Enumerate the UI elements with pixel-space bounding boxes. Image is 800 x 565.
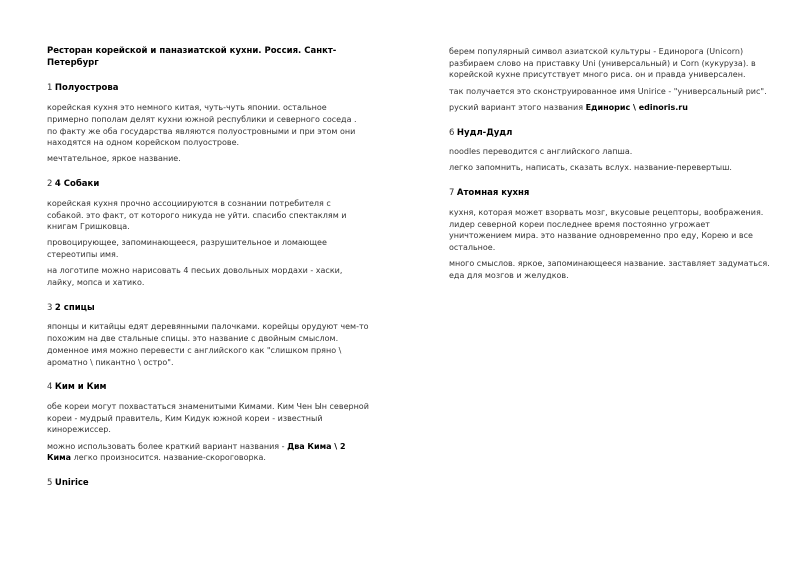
section-6-noodle-doodle: [449, 128, 771, 175]
text-run: руский вариант этого названия: [449, 102, 586, 112]
paragraph: корейская кухня это немного китая, чуть-чуть японии. остальное примерно пополам делят кухни южной республики и северного соседа . по факту же оба государства являются полуостровными и при этом они находятся на одном корейском полуострове.: [47, 103, 357, 148]
paragraph: [47, 441, 369, 464]
paragraph: на логотипе можно нарисовать 4 песьих довольных мордахи - хаски, лайку, мопса и хатико.: [47, 266, 343, 288]
section-number: 4: [47, 382, 53, 393]
section-4-kim-and-kim: [47, 382, 369, 464]
section-number: 7: [449, 188, 455, 199]
text-run: легко произносится. название-скороговорка.: [71, 453, 266, 463]
paragraph: обе кореи могут похвастаться знаменитыми Кимами. Ким Чен Ын северной кореи - мудрый правитель, Ким Кидук южной кореи - известный кинорежиссер.: [47, 401, 369, 435]
paragraph: японцы и китайцы едят деревянными палочками. корейцы орудуют чем-то похожим на две стальные спицы. это название с двойным смыслом. доменное имя можно перевести с английского как "слишком пряно \ ароматно \ пикантно \ остро".: [47, 322, 369, 367]
section-number: 5: [47, 477, 53, 488]
left-column: [47, 46, 369, 565]
section-7-atomic-kitchen: [449, 188, 771, 281]
section-1-heading: [47, 83, 369, 95]
section-number: 1: [47, 83, 53, 94]
section-3-two-needles: [47, 303, 369, 369]
bold-text-two-kims: Два Кима \ 2 Кима: [47, 441, 346, 463]
section-4-heading: [47, 382, 369, 394]
paragraph: так получается это сконструированное имя Unirice - "универсальный рис".: [449, 86, 767, 96]
section-6-heading: [449, 128, 771, 140]
section-title: Unirice: [54, 477, 89, 488]
section-title: Атомная кухня: [456, 188, 530, 199]
section-1-peninsulas: [47, 83, 369, 165]
section-title: Нудл-Дудл: [456, 127, 513, 138]
section-7-heading: [449, 188, 771, 200]
section-title: Полуострова: [54, 83, 119, 94]
paragraph: легко запомнить, написать, сказать вслух. название-перевертыш.: [449, 163, 732, 173]
paragraph: корейская кухня прочно ассоциируются в сознании потребителя с собакой. это факт, от которого никуда не уйти. спасибо спектаклям и книгам Гришковца.: [47, 198, 347, 232]
paragraph: [449, 102, 771, 114]
document-title: Ресторан корейской и паназиатской кухни. Россия. Санкт-Петербург: [47, 46, 337, 68]
section-title: Ким и Ким: [54, 382, 107, 393]
section-number: 2: [47, 179, 53, 190]
section-2-heading: [47, 179, 369, 191]
paragraph: провоцирующее, запоминающееся, разрушительное и ломающее стереотипы имя.: [47, 238, 327, 260]
section-5-unirice-body: [449, 46, 771, 114]
section-number: 6: [449, 127, 455, 138]
section-3-heading: [47, 303, 369, 315]
section-title: 4 Собаки: [54, 179, 100, 190]
paragraph: берем популярный символ азиатской культуры - Единорога (Unicorn) разбираем слово на приставку Uni (универсальный) и Corn (кукуруза). в корейской кухне присутствует много риса. он и правда универсален.: [449, 47, 756, 80]
bold-text-edinoris: Единорис \ edinoris.ru: [585, 102, 688, 112]
right-column: [449, 46, 771, 565]
paragraph: кухня, которая может взорвать мозг, вкусовые рецепторы, воображения. лидер северной кореи последнее время постоянно угрожает уничтожением мира. это название одновременно про еду, Корею и все остальное.: [449, 207, 764, 252]
section-5-heading: [47, 478, 369, 490]
paragraph: много смыслов. яркое, запоминающееся название. заставляет задуматься. еда для мозгов и желудков.: [449, 259, 770, 280]
section-number: 3: [47, 302, 53, 313]
section-title: 2 спицы: [54, 302, 95, 313]
section-5-unirice-heading-block: [47, 478, 369, 490]
text-run: можно использовать более краткий вариант названия -: [47, 441, 288, 451]
paragraph: noodles переводится с английского лапша.: [449, 147, 633, 157]
section-2-four-dogs: [47, 179, 369, 289]
paragraph: мечтательное, яркое название.: [47, 154, 181, 164]
